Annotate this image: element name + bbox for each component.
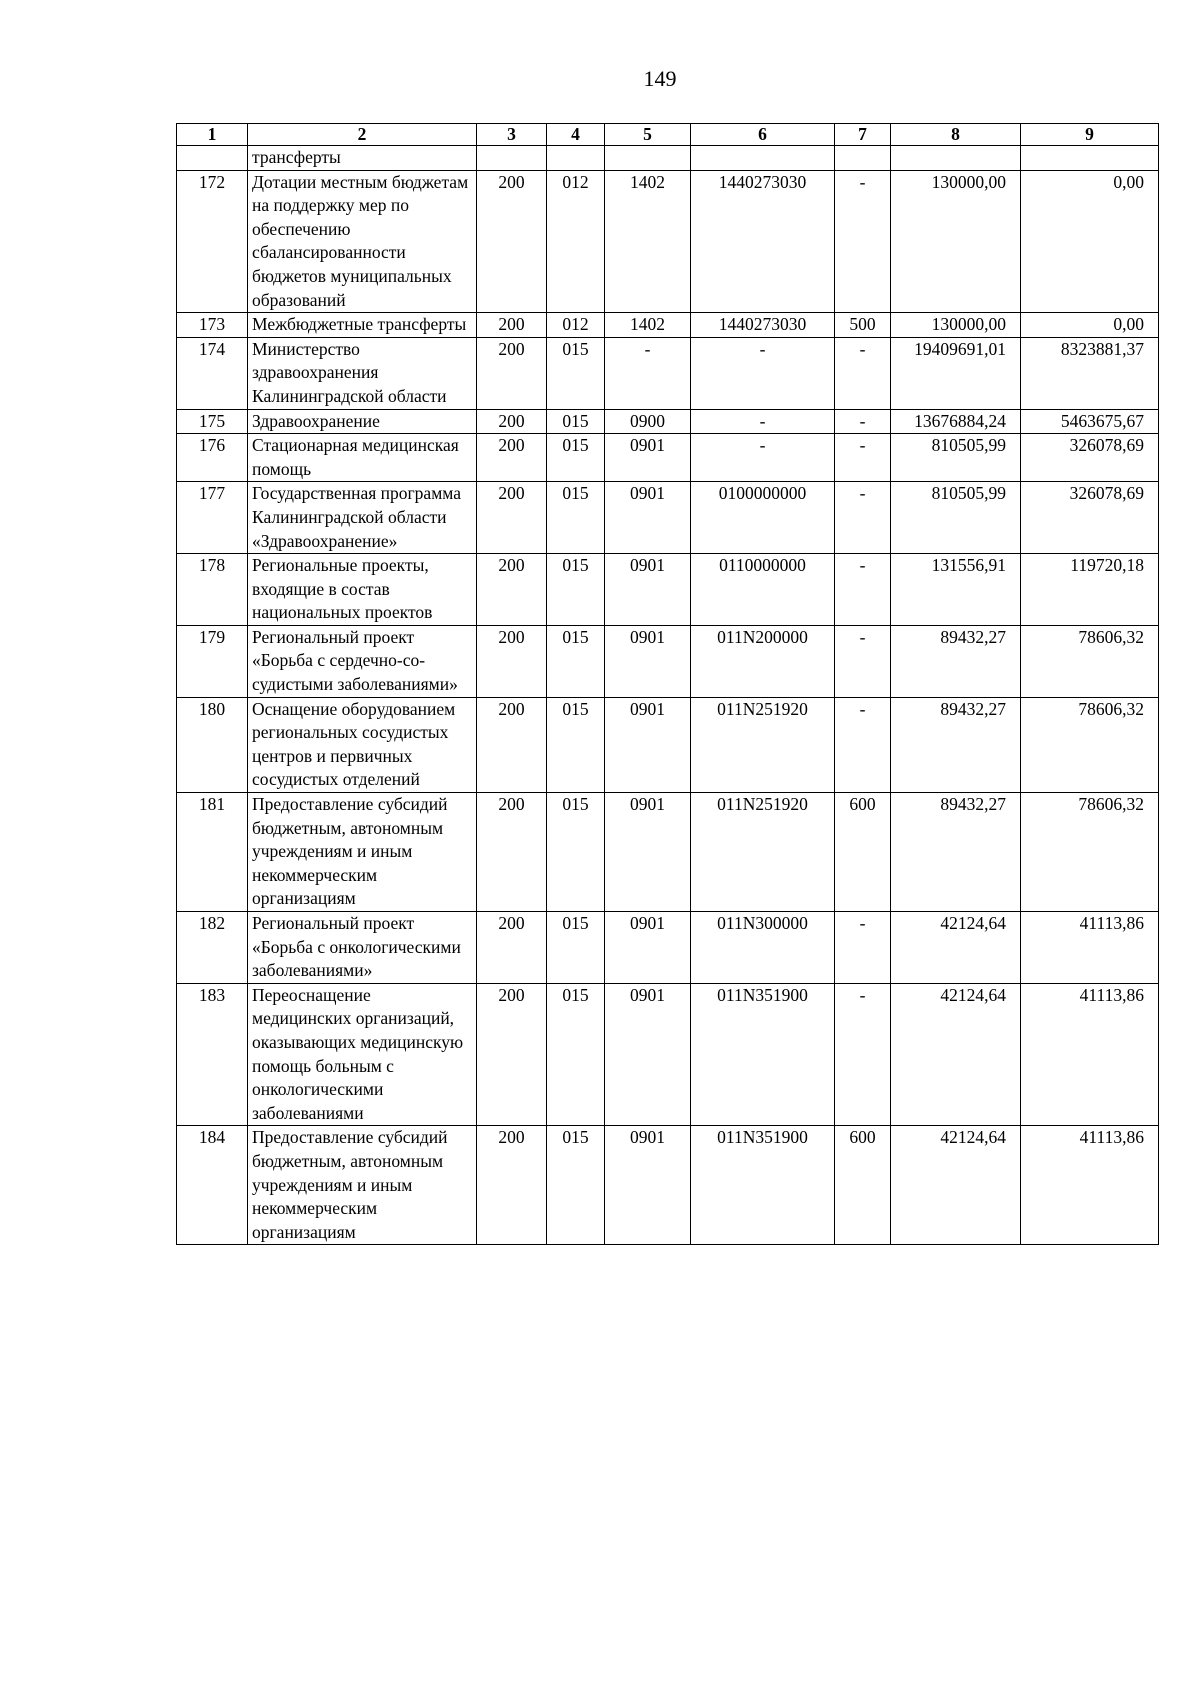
table-row <box>177 409 1159 434</box>
cell: 0,00 <box>1021 170 1159 313</box>
table-row <box>177 146 1159 171</box>
cell <box>477 146 547 171</box>
table-row <box>177 697 1159 792</box>
cell: 015 <box>547 697 605 792</box>
cell: 0110000000 <box>691 554 835 626</box>
cell: - <box>835 170 891 313</box>
cell: 200 <box>477 912 547 984</box>
cell: 015 <box>547 793 605 912</box>
row-number: 179 <box>177 625 248 697</box>
cell: - <box>835 337 891 409</box>
cell: 200 <box>477 625 547 697</box>
table-row <box>177 313 1159 338</box>
row-name: Государственная программа Калининградской области «Здравоохранение» <box>248 482 477 554</box>
cell: 13676884,24 <box>891 409 1021 434</box>
table-row <box>177 625 1159 697</box>
cell: 200 <box>477 697 547 792</box>
row-name: Дотации местным бюджетам на поддержку мер по обеспечению сбалансированности бюджетов муниципальных образований <box>248 170 477 313</box>
cell: 0901 <box>605 554 691 626</box>
column-header: 2 <box>248 124 477 146</box>
cell: - <box>835 625 891 697</box>
row-name: Региональные проекты, входящие в состав национальных проектов <box>248 554 477 626</box>
cell: 600 <box>835 1126 891 1245</box>
cell: 200 <box>477 793 547 912</box>
cell: 011N251920 <box>691 793 835 912</box>
row-name: Предоставление субсидий бюджетным, автономным учреждениям и иным некоммерческим организациям <box>248 793 477 912</box>
cell: - <box>835 554 891 626</box>
cell: 1402 <box>605 313 691 338</box>
cell: 5463675,67 <box>1021 409 1159 434</box>
cell: 8323881,37 <box>1021 337 1159 409</box>
budget-table <box>176 123 1159 1245</box>
cell <box>547 146 605 171</box>
table-row <box>177 912 1159 984</box>
row-number: 172 <box>177 170 248 313</box>
column-header: 7 <box>835 124 891 146</box>
table-row <box>177 434 1159 482</box>
table-row <box>177 983 1159 1126</box>
cell: 131556,91 <box>891 554 1021 626</box>
cell: 19409691,01 <box>891 337 1021 409</box>
cell: 42124,64 <box>891 983 1021 1126</box>
cell: 326078,69 <box>1021 434 1159 482</box>
row-number: 182 <box>177 912 248 984</box>
cell: 0901 <box>605 625 691 697</box>
row-number: 175 <box>177 409 248 434</box>
cell: - <box>691 409 835 434</box>
row-name: Переоснащение медицинских организаций, оказывающих медицинскую помощь больным с онкологическими заболеваниями <box>248 983 477 1126</box>
cell: 0100000000 <box>691 482 835 554</box>
cell: 0901 <box>605 482 691 554</box>
cell: 011N251920 <box>691 697 835 792</box>
cell: - <box>835 409 891 434</box>
cell: 78606,32 <box>1021 793 1159 912</box>
row-number: 173 <box>177 313 248 338</box>
row-name: Региональный проект «Борьба с онкологическими заболеваниями» <box>248 912 477 984</box>
cell: - <box>691 434 835 482</box>
cell: 200 <box>477 1126 547 1245</box>
column-header: 9 <box>1021 124 1159 146</box>
column-header: 3 <box>477 124 547 146</box>
cell: 015 <box>547 554 605 626</box>
page-number: 149 <box>643 66 677 91</box>
cell: 78606,32 <box>1021 697 1159 792</box>
row-number <box>177 146 248 171</box>
cell: 119720,18 <box>1021 554 1159 626</box>
cell: 130000,00 <box>891 313 1021 338</box>
row-number: 176 <box>177 434 248 482</box>
cell: 0901 <box>605 912 691 984</box>
cell: 42124,64 <box>891 912 1021 984</box>
cell: - <box>605 337 691 409</box>
row-number: 178 <box>177 554 248 626</box>
cell: 200 <box>477 170 547 313</box>
cell: - <box>835 482 891 554</box>
cell: 1440273030 <box>691 170 835 313</box>
cell: 500 <box>835 313 891 338</box>
cell: 1440273030 <box>691 313 835 338</box>
row-name: Здравоохранение <box>248 409 477 434</box>
row-number: 181 <box>177 793 248 912</box>
cell: 011N351900 <box>691 983 835 1126</box>
cell: 0901 <box>605 983 691 1126</box>
table-row <box>177 1126 1159 1245</box>
cell <box>1021 146 1159 171</box>
column-header: 6 <box>691 124 835 146</box>
cell: 015 <box>547 482 605 554</box>
cell: - <box>835 434 891 482</box>
table-row <box>177 793 1159 912</box>
cell: 015 <box>547 912 605 984</box>
cell: 0901 <box>605 793 691 912</box>
cell: - <box>835 697 891 792</box>
row-name: Стационарная медицинская помощь <box>248 434 477 482</box>
cell: 015 <box>547 409 605 434</box>
cell: 0,00 <box>1021 313 1159 338</box>
cell: 012 <box>547 170 605 313</box>
cell: 810505,99 <box>891 434 1021 482</box>
cell: 600 <box>835 793 891 912</box>
cell <box>691 146 835 171</box>
row-name: Межбюджетные трансферты <box>248 313 477 338</box>
table-row <box>177 170 1159 313</box>
cell: 0901 <box>605 697 691 792</box>
cell: - <box>835 983 891 1126</box>
table-row <box>177 482 1159 554</box>
cell: 200 <box>477 409 547 434</box>
cell: 0901 <box>605 434 691 482</box>
row-number: 184 <box>177 1126 248 1245</box>
cell: 200 <box>477 337 547 409</box>
row-name: Предоставление субсидий бюджетным, автономным учреждениям и иным некоммерческим организациям <box>248 1126 477 1245</box>
cell: 200 <box>477 482 547 554</box>
cell: 015 <box>547 434 605 482</box>
cell: 200 <box>477 983 547 1126</box>
row-name: Министерство здравоохранения Калининградской области <box>248 337 477 409</box>
table-header-row <box>177 124 1159 146</box>
table-row <box>177 337 1159 409</box>
cell: 89432,27 <box>891 625 1021 697</box>
cell <box>835 146 891 171</box>
cell: 130000,00 <box>891 170 1021 313</box>
cell: 41113,86 <box>1021 1126 1159 1245</box>
row-number: 183 <box>177 983 248 1126</box>
row-number: 180 <box>177 697 248 792</box>
cell: 1402 <box>605 170 691 313</box>
cell: 200 <box>477 313 547 338</box>
column-header: 5 <box>605 124 691 146</box>
cell: 015 <box>547 1126 605 1245</box>
row-name: Оснащение оборудованием региональных сосудистых центров и первичных сосудистых отделений <box>248 697 477 792</box>
column-header: 4 <box>547 124 605 146</box>
cell: 89432,27 <box>891 793 1021 912</box>
cell: 0900 <box>605 409 691 434</box>
cell: - <box>691 337 835 409</box>
cell: 200 <box>477 554 547 626</box>
cell: 0901 <box>605 1126 691 1245</box>
column-header: 1 <box>177 124 248 146</box>
row-name: трансферты <box>248 146 477 171</box>
cell: 015 <box>547 625 605 697</box>
cell: 78606,32 <box>1021 625 1159 697</box>
cell <box>605 146 691 171</box>
cell: - <box>835 912 891 984</box>
cell: 326078,69 <box>1021 482 1159 554</box>
cell: 015 <box>547 983 605 1126</box>
row-number: 177 <box>177 482 248 554</box>
row-number: 174 <box>177 337 248 409</box>
cell <box>891 146 1021 171</box>
cell: 42124,64 <box>891 1126 1021 1245</box>
cell: 41113,86 <box>1021 983 1159 1126</box>
table-row <box>177 554 1159 626</box>
cell: 89432,27 <box>891 697 1021 792</box>
cell: 011N200000 <box>691 625 835 697</box>
row-name: Региональный проект «Борьба с сердечно-со-судистыми заболеваниями» <box>248 625 477 697</box>
cell: 011N300000 <box>691 912 835 984</box>
cell: 810505,99 <box>891 482 1021 554</box>
cell: 015 <box>547 337 605 409</box>
cell: 011N351900 <box>691 1126 835 1245</box>
cell: 41113,86 <box>1021 912 1159 984</box>
cell: 012 <box>547 313 605 338</box>
column-header: 8 <box>891 124 1021 146</box>
cell: 200 <box>477 434 547 482</box>
